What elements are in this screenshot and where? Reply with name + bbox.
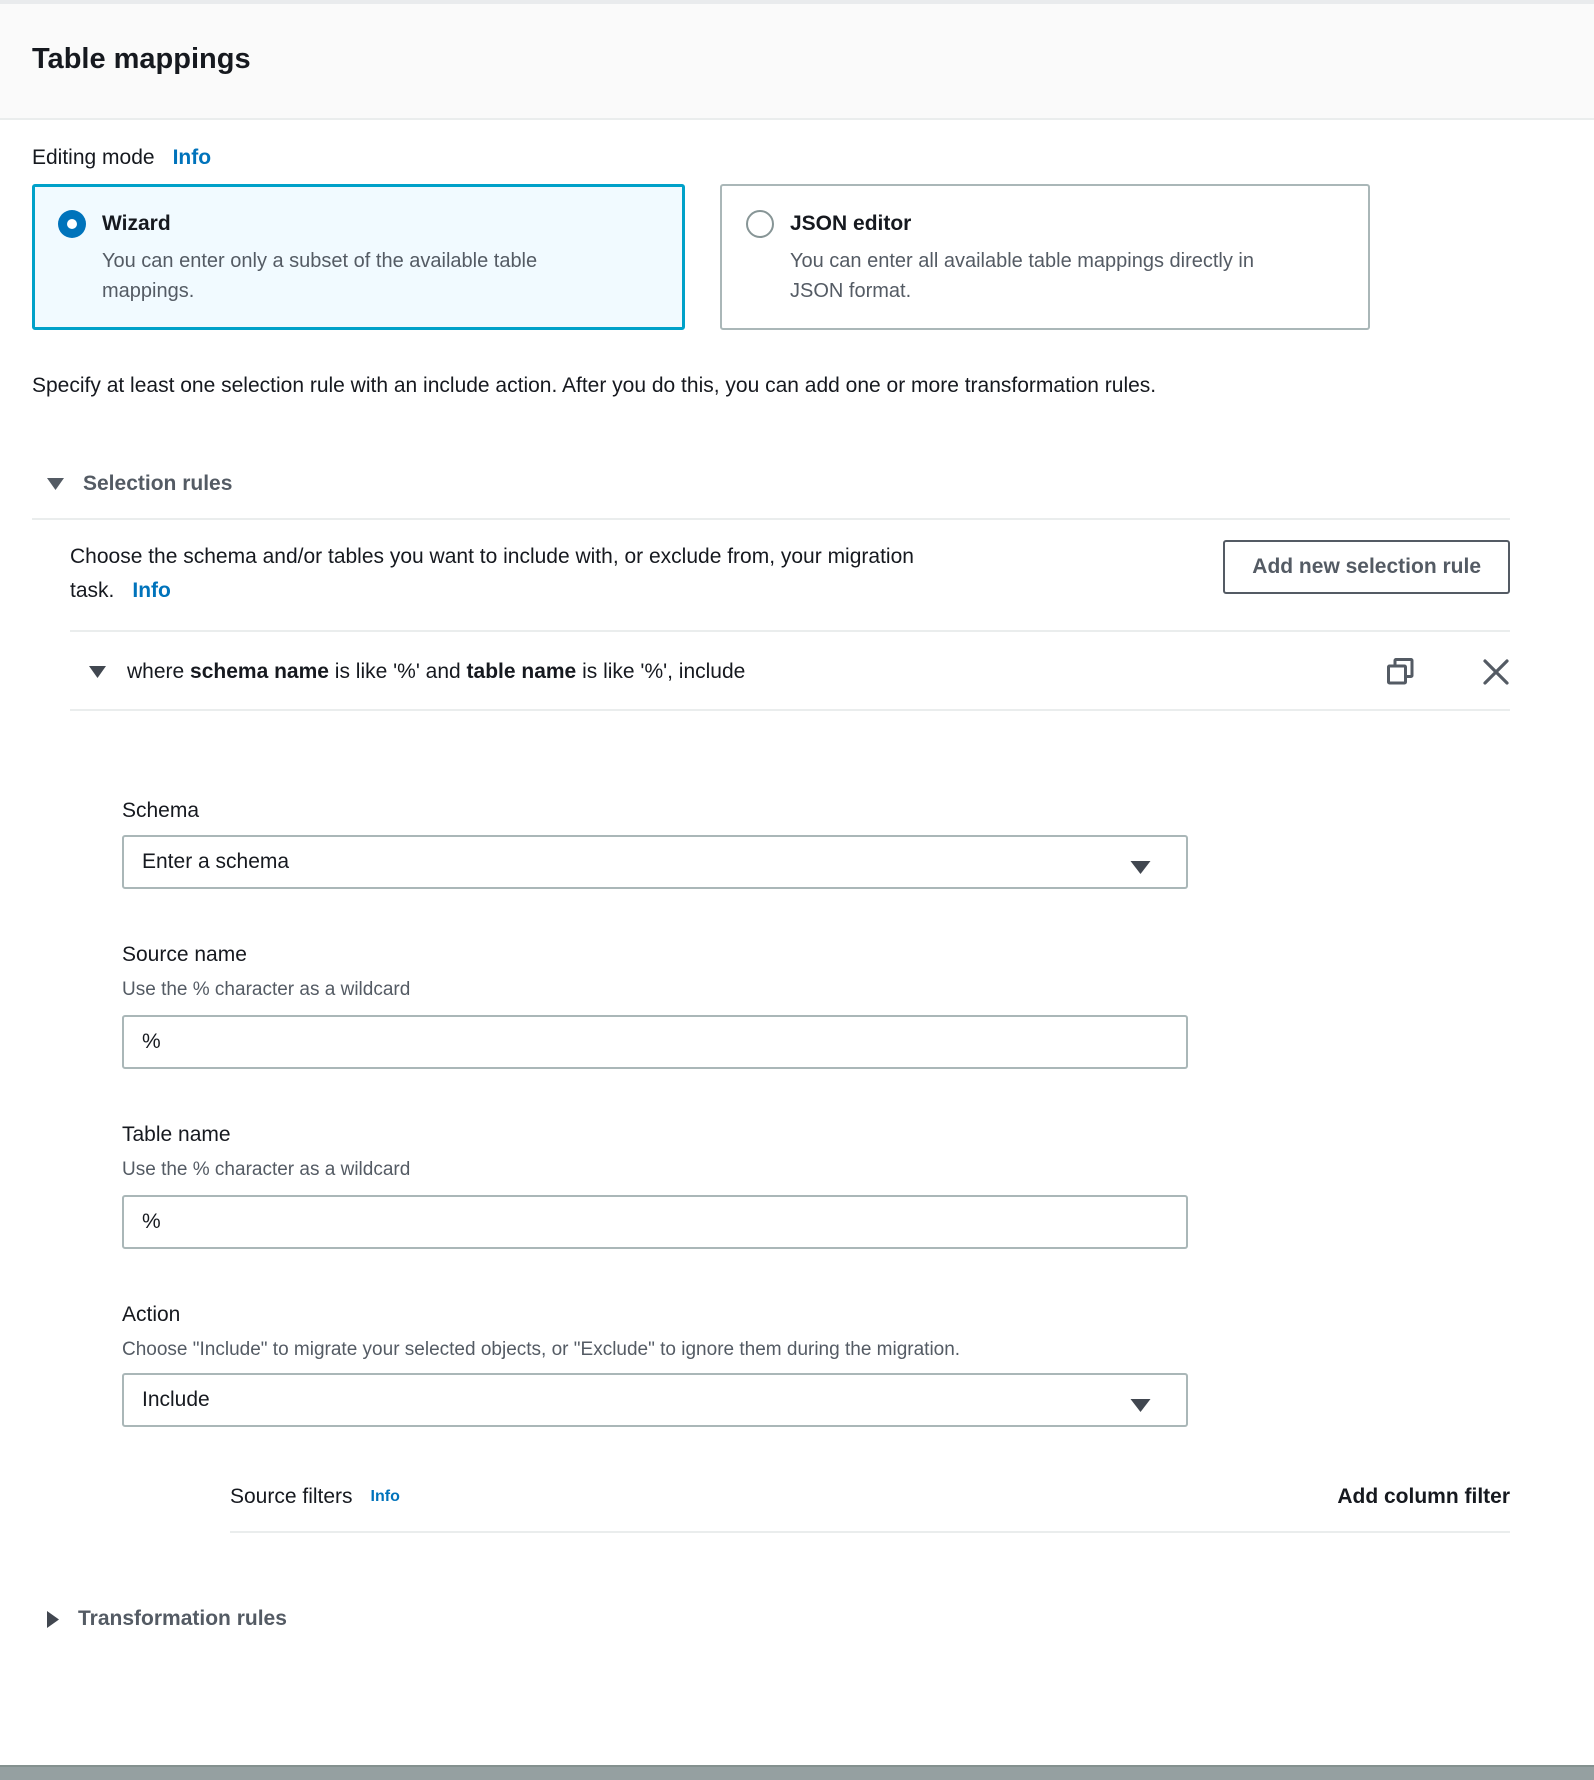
add-column-filter-button[interactable]: Add column filter [1337, 1485, 1510, 1508]
transformation-rules-expander[interactable] [32, 1607, 1510, 1631]
remove-rule-button[interactable] [1482, 658, 1510, 686]
page-title: Table mappings [32, 43, 251, 75]
table-name-hint: Use the % character as a wildcard [122, 1159, 411, 1180]
divider [70, 709, 1510, 711]
chevron-down-icon [46, 477, 65, 491]
wizard-description: You can enter only a subset of the available table mappings. [102, 250, 538, 302]
selection-rule-row [32, 656, 1510, 687]
selection-rules-expander[interactable] [32, 472, 1510, 496]
source-name-input[interactable] [122, 1015, 1188, 1069]
chevron-right-icon [46, 1610, 60, 1629]
action-select[interactable] [122, 1373, 1188, 1427]
transformation-rules-title: Transformation rules [78, 1607, 287, 1630]
intro-text: Specify at least one selection rule with an include action. After you do this, you can add one or more transformation rules. [32, 374, 1157, 397]
source-filters-info-link[interactable]: Info [370, 1488, 400, 1505]
panel-header [0, 4, 1594, 120]
table-name-label: Table name [122, 1123, 231, 1146]
source-filters-label: Source filters [230, 1485, 353, 1508]
tile-json-editor[interactable] [720, 184, 1370, 330]
rule-summary: where schema name is like '%' and table name is like '%', include [127, 659, 746, 683]
editing-mode-info-link[interactable]: Info [172, 146, 212, 169]
json-editor-radio[interactable] [746, 210, 774, 238]
source-name-hint: Use the % character as a wildcard [122, 979, 411, 1000]
caret-down-icon [1129, 857, 1152, 881]
schema-label: Schema [122, 799, 200, 822]
schema-select-value: Enter a schema [142, 850, 290, 873]
source-name-label: Source name [122, 943, 247, 966]
action-label: Action [122, 1303, 181, 1326]
table-name-input[interactable] [122, 1195, 1188, 1249]
copy-icon [1385, 675, 1416, 690]
action-hint: Choose "Include" to migrate your selected objects, or "Exclude" to ignore them during the migration. [122, 1339, 961, 1360]
schema-select[interactable] [122, 835, 1188, 889]
selection-rules-info-link[interactable]: Info [132, 579, 171, 602]
json-editor-description: You can enter all available table mappings directly in JSON format. [790, 250, 1254, 302]
editing-mode-label: Editing mode [32, 146, 155, 169]
duplicate-rule-button[interactable] [1385, 656, 1416, 687]
editing-mode-row [32, 146, 1510, 170]
selection-rule-form [32, 799, 1510, 1533]
action-select-value: Include [142, 1388, 210, 1411]
wizard-label: Wizard [102, 212, 171, 235]
divider [230, 1531, 1510, 1533]
selection-rules-description: Choose the schema and/or tables you want to include with, or exclude from, your migration task. Info [70, 545, 914, 602]
add-selection-rule-button[interactable]: Add new selection rule [1223, 540, 1510, 594]
selection-rules-title: Selection rules [83, 472, 233, 495]
editing-mode-tiles [32, 184, 1510, 330]
json-editor-label: JSON editor [790, 212, 912, 235]
tile-wizard[interactable] [32, 184, 685, 330]
wizard-radio[interactable] [58, 210, 86, 238]
divider [32, 518, 1510, 520]
rule-chevron-down-icon[interactable] [88, 665, 107, 679]
caret-down-icon [1129, 1395, 1152, 1419]
close-icon [1482, 674, 1510, 689]
next-panel-edge [0, 1765, 1594, 1780]
divider [70, 630, 1510, 632]
